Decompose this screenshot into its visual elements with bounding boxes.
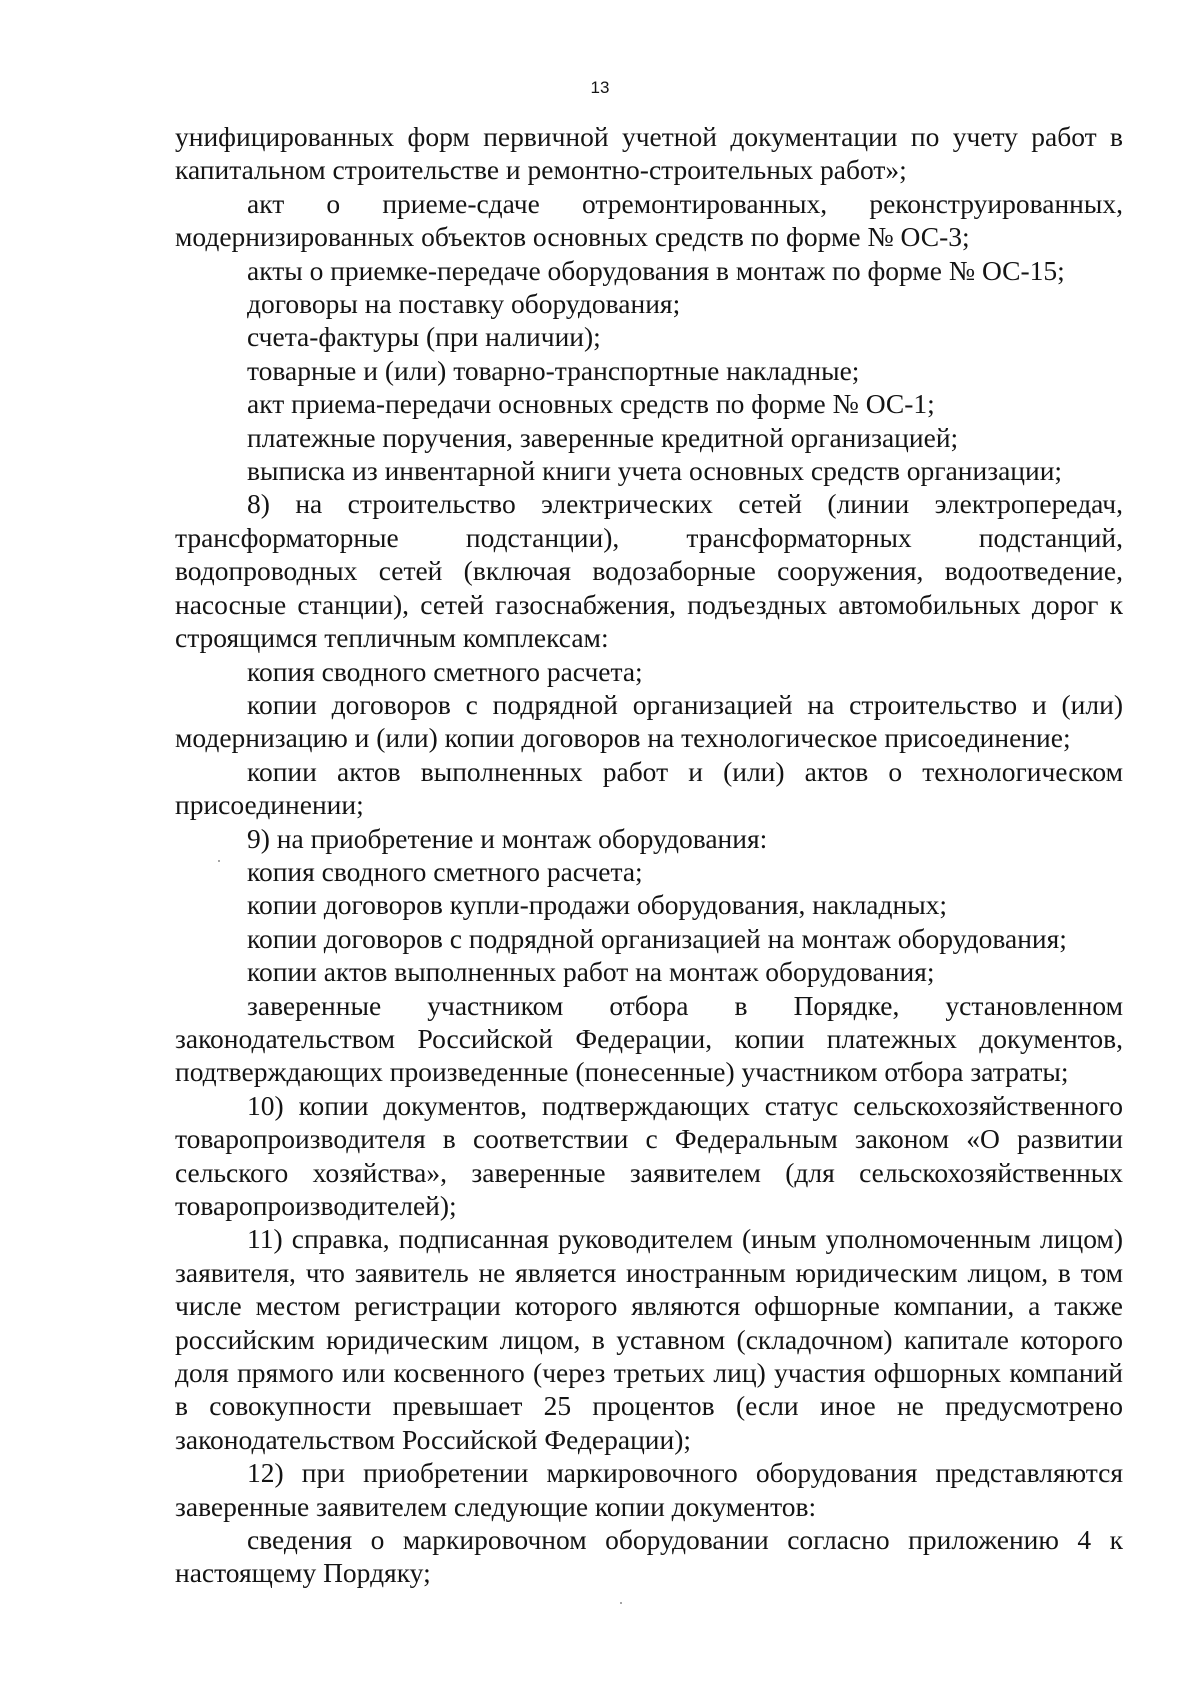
paragraph-item: акт о приеме-сдаче отремонтированных, реконструированных, модернизированных объектов основных средств по форме № ОС-3; <box>175 187 1123 253</box>
paragraph-item: копии актов выполненных работ на монтаж оборудования; <box>247 956 935 988</box>
body-text <box>175 120 1123 1590</box>
paragraph-item: акты о приемке-передаче оборудования в монтаж по форме № ОС-15; <box>247 254 1065 286</box>
paragraph-item: 9) на приобретение и монтаж оборудования: <box>247 822 768 854</box>
paragraph-item: копии договоров с подрядной организацией на строительство и (или) модернизацию и (или) копии договоров на технологическое присоединение; <box>175 688 1123 754</box>
paragraph-item: акт приема-передачи основных средств по форме № ОС-1; <box>247 388 935 420</box>
paragraph-item: копии актов выполненных работ и (или) актов о технологическом присоединении; <box>175 755 1123 821</box>
paragraph-item: сведения о маркировочном оборудовании согласно приложению 4 к настоящему Пордяку; <box>175 1524 1123 1589</box>
paragraph-item: 10) копии документов, подтверждающих статус сельскохозяйственного товаропроизводителя в соответствии с Федеральным законом «О развитии сельского хозяйства», заверенные заявителем (для сельскохозяйственных товаропроизводителей); <box>175 1089 1123 1221</box>
paragraph-item: копия сводного сметного расчета; <box>247 655 643 687</box>
paragraph-item: платежные поручения, заверенные кредитной организацией; <box>247 421 959 453</box>
page-number: 13 <box>590 78 610 97</box>
paragraph-item: 12) при приобретении маркировочного оборудования представляются заверенные заявителем следующие копии документов: <box>175 1457 1123 1522</box>
scan-speck <box>218 860 220 862</box>
paragraph-item: договоры на поставку оборудования; <box>247 288 681 320</box>
paragraph-item: копии договоров с подрядной организацией на монтаж оборудования; <box>247 922 1067 954</box>
paragraph-item: копии договоров купли-продажи оборудования, накладных; <box>247 889 948 921</box>
paragraph-item: счета-фактуры (при наличии); <box>247 321 601 353</box>
paragraph-item: 8) на строительство электрических сетей (линии электропередач, трансформаторные подстанции), трансформаторных подстанций, водопроводных сетей (включая водозаборные сооружения, водоотведение, насосные станции), сетей газоснабжения, подъездных автомобильных дорог к строящимся тепличным комплексам: <box>175 488 1123 654</box>
paragraph-item: копия сводного сметного расчета; <box>247 855 643 887</box>
paragraph-item: выписка из инвентарной книги учета основных средств организации; <box>247 455 1063 487</box>
paragraph-continuation: унифицированных форм первичной учетной документации по учету работ в капитальном строительстве и ремонтно-строительных работ»; <box>175 121 1123 186</box>
paragraph-item: товарные и (или) товарно-транспортные накладные; <box>247 354 860 386</box>
scan-speck <box>620 1602 622 1604</box>
paragraph-item: заверенные участником отбора в Порядке, установленном законодательством Российской Федерации, копии платежных документов, подтверждающих произведенные (понесенные) участником отбора затраты; <box>175 989 1123 1088</box>
paragraph-item: 11) справка, подписанная руководителем (иным уполномоченным лицом) заявителя, что заявитель не является иностранным юридическим лицом, в том числе местом регистрации которого являются офшорные компании, а также российским юридическим лицом, в уставном (складочном) капитале которого доля прямого или косвенного (через третьих лиц) участия офшорных компаний в совокупности превышает 25 процентов (если иное не предусмотрено законодательством Российской Федерации); <box>175 1223 1123 1455</box>
